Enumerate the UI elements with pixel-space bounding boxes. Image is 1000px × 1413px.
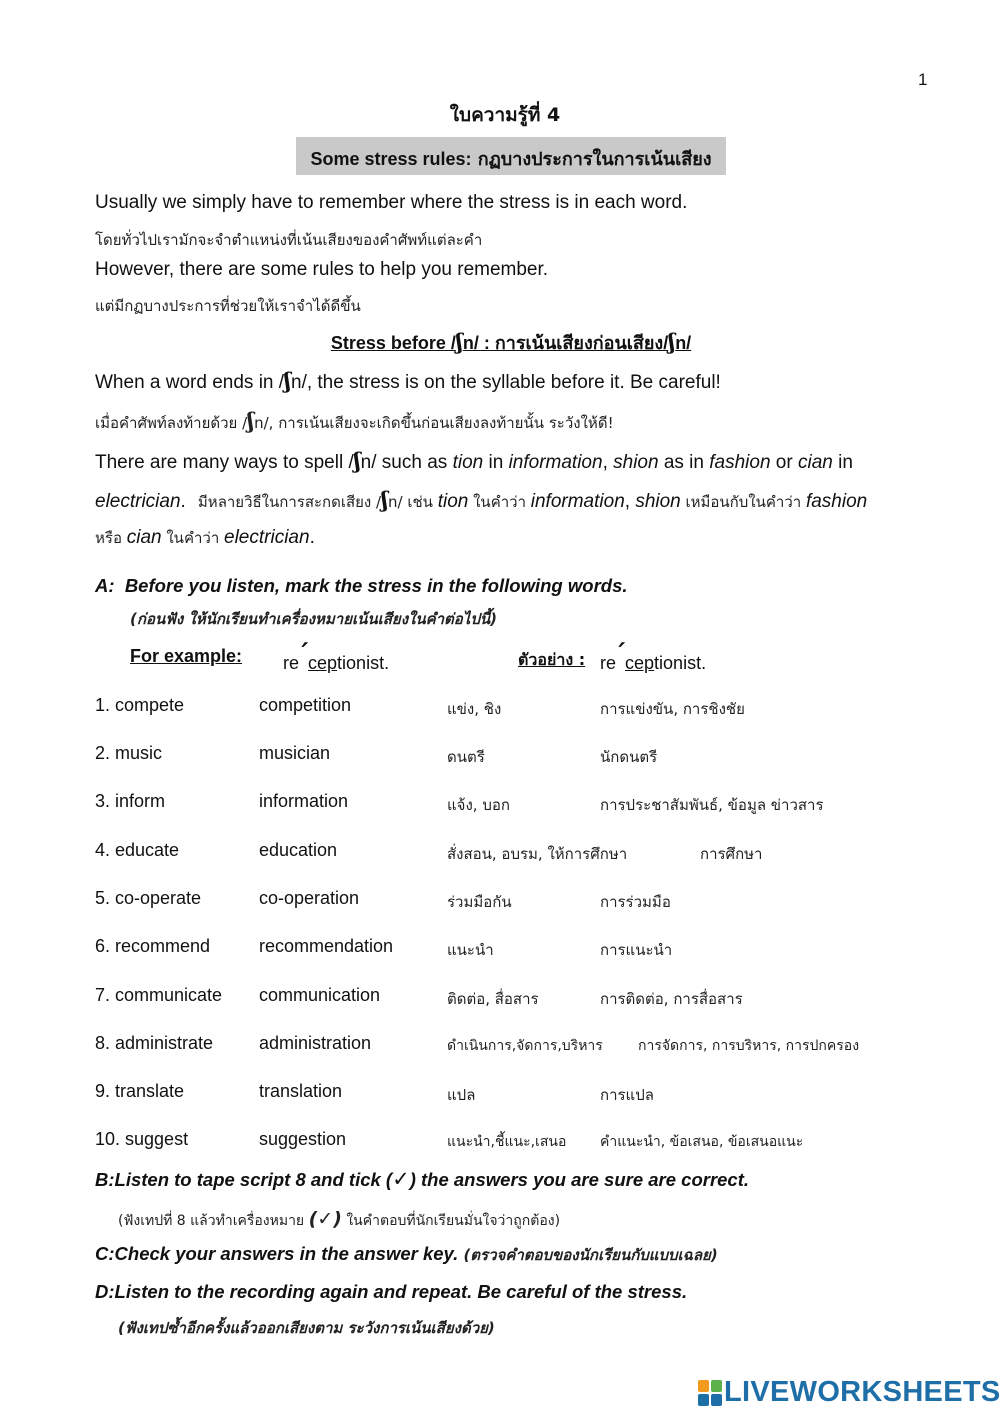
word-noun-th: การจัดการ, การบริหาร, การปกครอง (638, 1038, 860, 1054)
spell-line3: หรือ cian ในคำว่า electrician. (95, 527, 315, 548)
intro-line2-en: However, there are some rules to help you remember. (95, 259, 549, 280)
stress-heading: Stress before /ʃn/ : การเน้นเสียงก่อนเสียง/ʃn/ (330, 329, 692, 354)
word-noun: co-operation (259, 888, 360, 908)
word-row (0, 1033, 1000, 1063)
intro-line2-th: แต่มีกฏบางประการที่ช่วยให้เราจำได้ดีขึ้น (95, 297, 361, 315)
word-noun-th: การร่วมมือ (600, 893, 671, 911)
liveworksheets-logo-text: LIVEWORKSHEETS (724, 1376, 1000, 1408)
page-number: 1 (918, 70, 928, 89)
word-verb: 8. administrate (95, 1033, 214, 1053)
word-row (0, 791, 1000, 821)
word-verb: 3. inform (95, 791, 166, 811)
liveworksheets-logo-icon (698, 1380, 722, 1406)
example-word-th: reˊceptionist. (600, 640, 707, 673)
subtitle-en: Some stress rules: (310, 149, 472, 169)
word-verb-th: แนะนำ (447, 941, 494, 959)
word-row (0, 1129, 1000, 1159)
rule-th: เมื่อคำศัพท์ลงท้ายด้วย /ʃn/, การเน้นเสียงจะเกิดขึ้นก่อนเสียงลงท้ายนั้น ระวังให้ดี! (95, 408, 614, 433)
subtitle-th: กฏบางประการในการเน้นเสียง (477, 149, 712, 170)
section-a-instruction: A: Before you listen, mark the stress in the following words. (95, 575, 628, 596)
word-noun: information (259, 791, 349, 811)
word-noun: recommendation (259, 936, 394, 956)
page-title: ใบความรู้ที่ 4 (449, 104, 561, 126)
word-verb: 4. educate (95, 840, 180, 860)
word-row (0, 985, 1000, 1015)
subtitle (296, 144, 726, 173)
word-noun: suggestion (259, 1129, 347, 1149)
word-noun: education (259, 840, 338, 860)
word-verb-th: แข่ง, ชิง (447, 700, 502, 718)
word-verb: 7. communicate (95, 985, 223, 1005)
word-verb: 1. compete (95, 695, 185, 715)
intro-line1-th: โดยทั่วไปเรามักจะจำตำแหน่งที่เน้นเสียงของคำศัพท์แต่ละคำ (95, 231, 483, 249)
example-word: reˊceptionist. (283, 640, 390, 673)
word-noun: translation (259, 1081, 343, 1101)
word-verb-th: แนะนำ,ชี้แนะ,เสนอ (447, 1134, 567, 1150)
spell-line1: There are many ways to spell /ʃn/ such as tion in information, shion as in fashion or cian in (95, 448, 853, 473)
word-verb: 10. suggest (95, 1129, 189, 1149)
word-noun: competition (259, 695, 352, 715)
word-verb: 5. co-operate (95, 888, 202, 908)
word-verb-th: ดำเนินการ,จัดการ,บริหาร (447, 1038, 603, 1054)
word-row (0, 1081, 1000, 1111)
section-b-instruction-th: (ฟังเทปที่ 8 แล้วทำเครื่องหมาย (✓) ในคำตอบที่นักเรียนมั่นใจว่าถูกต้อง) (118, 1208, 561, 1230)
word-noun-th: การประชาสัมพันธ์, ข้อมูล ข่าวสาร (600, 796, 824, 814)
word-noun-th: การแข่งขัน, การชิงชัย (600, 700, 745, 718)
word-verb-th: ร่วมมือกัน (447, 893, 512, 911)
word-verb: 9. translate (95, 1081, 185, 1101)
word-row (0, 695, 1000, 725)
word-verb-th: ดนตรี (447, 748, 485, 766)
word-verb: 6. recommend (95, 936, 211, 956)
word-noun-th: การแปล (600, 1086, 654, 1104)
section-c-instruction: C:Check your answers in the answer key. (ตรวจคำตอบของนักเรียนกับแบบเฉลย) (95, 1243, 718, 1264)
word-verb-th: แจ้ง, บอก (447, 796, 510, 814)
tick-icon: (✓) (308, 1208, 342, 1230)
tick-icon: ✓ (392, 1167, 410, 1191)
spell-line2: electrician. มีหลายวิธีในการสะกดเสียง /ʃn/ เช่น tion ในคำว่า information, shion เหมือนกับในคำว่า fashion (95, 487, 868, 512)
word-verb: 2. music (95, 743, 163, 763)
section-d-instruction-th: (ฟังเทปซ้ำอีกครั้งแล้วออกเสียงตาม ระวังการเน้นเสียงด้วย) (118, 1319, 495, 1337)
word-noun-th: นักดนตรี (600, 748, 658, 766)
word-noun: administration (259, 1033, 372, 1053)
rule-en: When a word ends in /ʃn/, the stress is on the syllable before it. Be careful! (95, 368, 721, 393)
word-row (0, 840, 1000, 870)
word-verb-th: สั่งสอน, อบรม, ให้การศึกษา (447, 845, 628, 863)
section-d-instruction: D:Listen to the recording again and repeat. Be careful of the stress. (95, 1281, 688, 1302)
word-noun-th: คำแนะนำ, ข้อเสนอ, ข้อเสนอแนะ (600, 1134, 804, 1150)
word-row (0, 936, 1000, 966)
word-row (0, 743, 1000, 773)
word-noun-th: การติดต่อ, การสื่อสาร (600, 990, 743, 1008)
word-verb-th: ติดต่อ, สื่อสาร (447, 990, 539, 1008)
example-label-th: ตัวอย่าง : (518, 650, 586, 669)
word-noun-th: การแนะนำ (600, 941, 673, 959)
word-noun-th: การศึกษา (700, 845, 763, 863)
word-row (0, 888, 1000, 918)
example-label: For example: (130, 646, 243, 666)
word-noun: communication (259, 985, 381, 1005)
word-verb-th: แปล (447, 1086, 476, 1104)
section-b-instruction: B:Listen to tape script 8 and tick (✓) the answers you are sure are correct. (95, 1167, 750, 1191)
word-noun: musician (259, 743, 331, 763)
section-a-instruction-th: (ก่อนฟัง ให้นักเรียนทำเครื่องหมายเน้นเสียงในคำต่อไปนี้) (130, 610, 497, 628)
intro-line1-en: Usually we simply have to remember where the stress is in each word. (95, 192, 688, 213)
